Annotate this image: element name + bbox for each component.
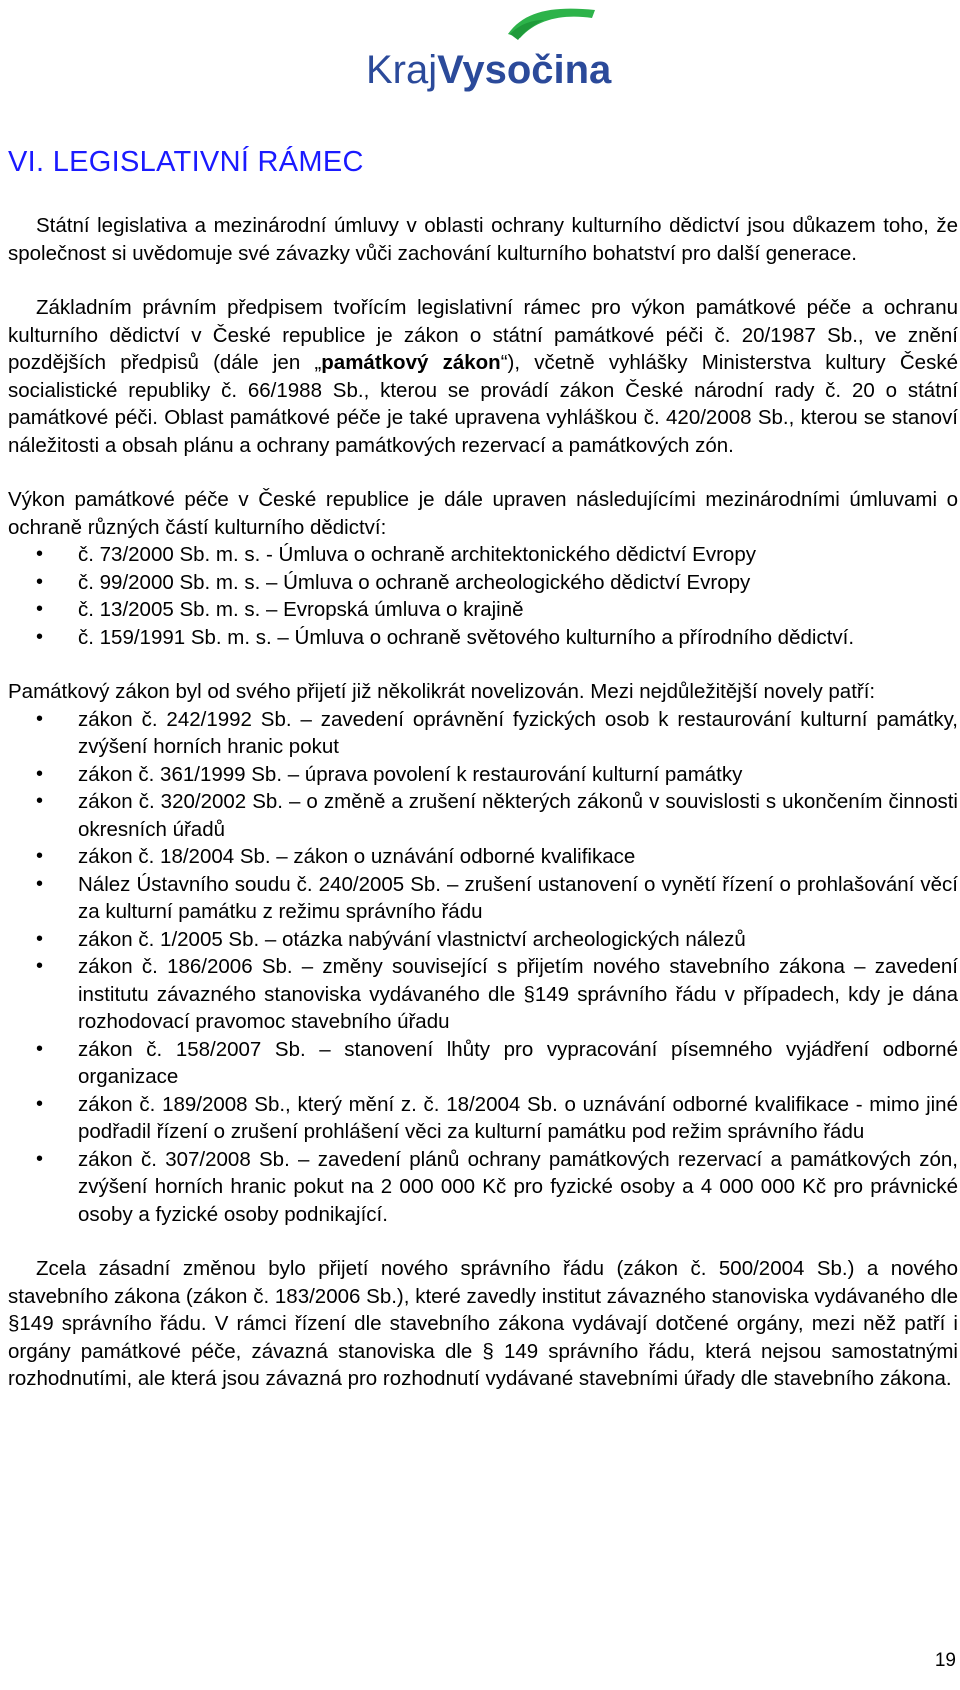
conventions-list	[8, 541, 958, 651]
conventions-intro-paragraph: Výkon památkové péče v České republice je dále upraven následujícími mezinárodními úmluvami o ochraně různých částí kulturního dědictví:	[8, 488, 958, 539]
list-item: • č. 159/1991 Sb. m. s. – Úmluva o ochraně světového kulturního a přírodního dědictví.	[8, 624, 958, 652]
amendments-list	[8, 706, 958, 1229]
list-item: • zákon č. 18/2004 Sb. – zákon o uznávání odborné kvalifikace	[8, 843, 958, 871]
document-body	[8, 212, 958, 1420]
list-item: • Nález Ústavního soudu č. 240/2005 Sb. – zrušení ustanovení o vynětí řízení o prohlašování věcí za kulturní památku z režimu správního řádu	[8, 871, 958, 926]
logo-wordmark	[366, 48, 611, 93]
list-item: • zákon č. 158/2007 Sb. – stanovení lhůty pro vypracování písemného vyjádření odborné organizace	[8, 1036, 958, 1091]
logo-text-vysocina: Vysočina	[437, 48, 612, 92]
list-item: • zákon č. 307/2008 Sb. – zavedení plánů ochrany památkových rezervací a památkových zón, zvýšení horních hranic pokut na 2 000 000 Kč pro fyzické osoby a 4 000 000 Kč pro právnické osoby a fyzické osoby podnikající.	[8, 1146, 958, 1229]
list-item: • zákon č. 320/2002 Sb. – o změně a zrušení některých zákonů v souvislosti s ukončením činnosti okresních úřadů	[8, 788, 958, 843]
legal-framework-paragraph	[8, 294, 958, 459]
list-item: • zákon č. 242/1992 Sb. – zavedení oprávnění fyzických osob k restaurování kulturní památky, zvýšení horních hranic pokut	[8, 706, 958, 761]
list-item: • č. 13/2005 Sb. m. s. – Evropská úmluva o krajině	[8, 596, 958, 624]
list-item: • č. 73/2000 Sb. m. s. - Úmluva o ochraně architektonického dědictví Evropy	[8, 541, 958, 569]
section-title: VI. LEGISLATIVNÍ RÁMEC	[8, 146, 364, 178]
list-item: • zákon č. 186/2006 Sb. – změny související s přijetím nového stavebního zákona – zavedení institutu závazného stanoviska vydávaného dle §149 správního řádu v případech, kdy je dána rozhodovací pravomoc stavebního úřadu	[8, 953, 958, 1036]
list-item: • zákon č. 1/2005 Sb. – otázka nabývání vlastnictví archeologických nálezů	[8, 926, 958, 954]
logo-text-kraj: Kraj	[366, 48, 438, 92]
list-item: • č. 99/2000 Sb. m. s. – Úmluva o ochraně archeologického dědictví Evropy	[8, 569, 958, 597]
para2-text-1: Základním právním předpisem tvořícím legislativní rámec pro výkon památkové péče a ochranu kulturního dědictví v České republice je zákon o státní památkové péči č. 20/1987 Sb., ve znění pozdějších předpisů (dále jen „	[8, 296, 958, 374]
intro-paragraph: Státní legislativa a mezinárodní úmluvy v oblasti ochrany kulturního dědictví jsou důkazem toho, že společnost si uvědomuje své závazky vůči zachování kulturního bohatství pro další generace.	[8, 214, 958, 265]
closing-paragraph: Zcela zásadní změnou bylo přijetí nového správního řádu (zákon č. 500/2004 Sb.) a nového stavebního zákona (zákon č. 183/2006 Sb.), které zavedly institut závazného stanoviska vydávaného dle §149 správního řádu. V rámci řízení dle stavebního zákona vydávají dotčené orgány, mezi něž patří i orgány památkové péče, závazná stanoviska dle § 149 správního řádu, která nejsou samostatnými rozhodnutími, ale která jsou závazná pro rozhodnutí vydávané stavebními úřady dle stavebního zákona.	[8, 1257, 958, 1390]
page-number: 19	[934, 1650, 956, 1671]
list-item: • zákon č. 189/2008 Sb., který mění z. č. 18/2004 Sb. o uznávání odborné kvalifikace - mimo jiné podřadil řízení o zrušení prohlášení věci za kulturní památku pod režim správního řádu	[8, 1091, 958, 1146]
kraj-vysocina-logo	[360, 4, 620, 94]
amendments-intro-paragraph: Památkový zákon byl od svého přijetí již několikrát novelizován. Mezi nejdůležitější novely patří:	[8, 680, 876, 703]
para2-bold-term: památkový zákon	[321, 351, 501, 374]
list-item: • zákon č. 361/1999 Sb. – úprava povolení k restaurování kulturní památky	[8, 761, 958, 789]
para2-text-2: “), včetně vyhlášky Ministerstva kultury České socialistické republiky č. 66/1988 Sb., kterou se provádí zákon České národní rady č. 20 o státní památkové péči. Oblast památkové péče je také upravena vyhláškou č. 420/2008 Sb., kterou se stanoví náležitosti a obsah plánu a ochrany památkových rezervací a památkových zón.	[8, 351, 958, 457]
